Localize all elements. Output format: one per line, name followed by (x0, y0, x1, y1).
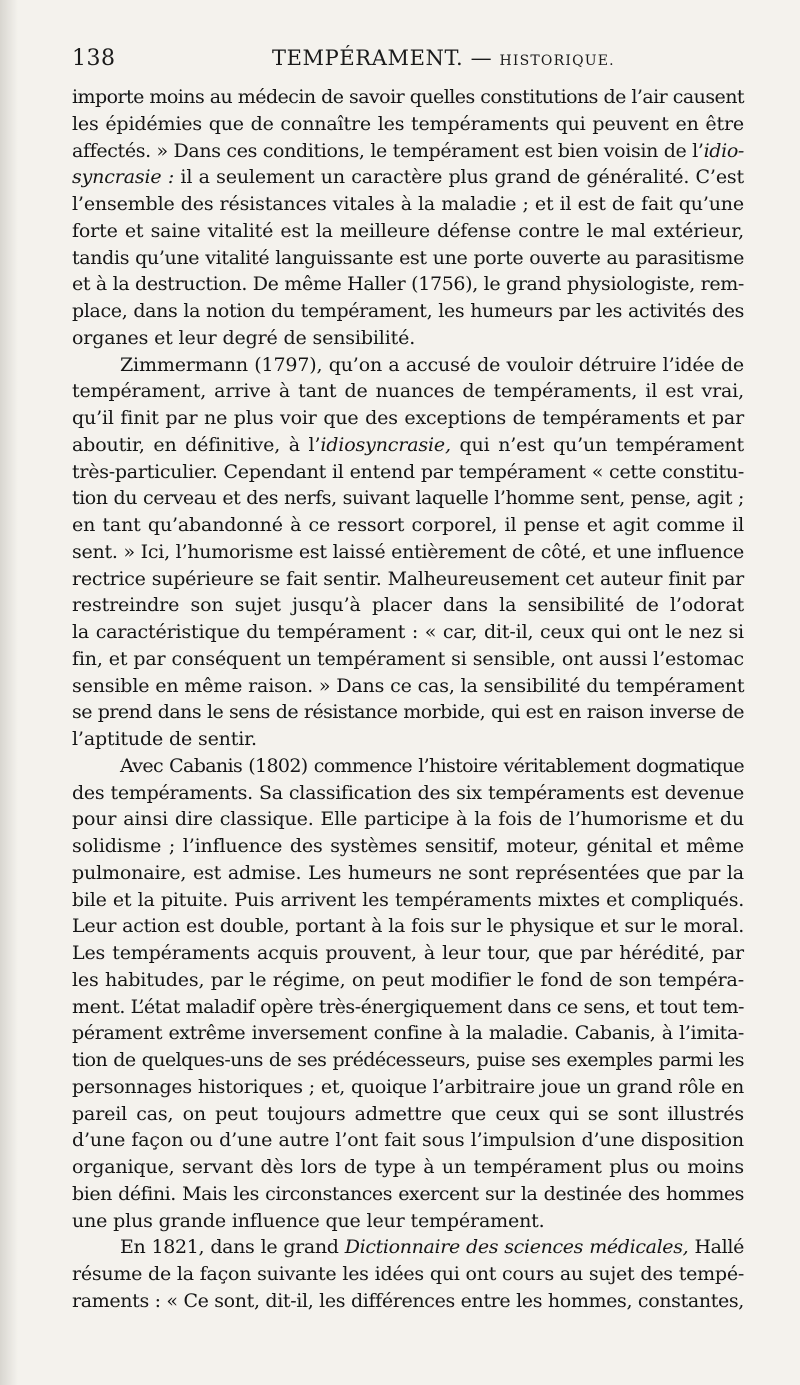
text-line: rectrice supérieure se fait sentir. Malheureusement cet auteur finit par (72, 567, 744, 590)
text-line: importe moins au médecin de savoir quelles constitutions de l’air causent (72, 86, 744, 108)
text-line: Zimmermann (1797), qu’on a accusé de vouloir détruire l’idée de (120, 353, 744, 376)
text-line: les habitudes, par le régime, on peut modifier le fond de son tempéra- (72, 968, 744, 991)
text-line: pour ainsi dire classique. Elle participe à la fois de l’humorisme et du (72, 808, 744, 831)
page-number: 138 (72, 46, 116, 71)
text-line: bile et la pituite. Puis arrivent les tempéraments mixtes et compliqués. (72, 888, 744, 911)
text-line: sensible en même raison. » Dans ce cas, la sensibilité du tempérament (72, 674, 745, 697)
text-line: En 1821, dans le grand Dictionnaire des sciences médicales, Hallé (120, 1236, 744, 1259)
page-gutter-shadow (0, 0, 18, 1385)
running-title-section: HISTORIQUE. (499, 53, 615, 69)
text-line: qu’il finit par ne plus voir que des exceptions de tempéraments et par (72, 407, 744, 429)
text-line: place, dans la notion du tempérament, les humeurs par les activités des (72, 300, 744, 322)
text-line: raments : « Ce sont, dit-il, les différences entre les hommes, constantes, (72, 1289, 744, 1312)
text-line: solidisme ; l’influence des systèmes sensitif, moteur, génital et même (72, 835, 744, 857)
text-line: l’aptitude de sentir. (72, 728, 257, 750)
text-line: aboutir, en définitive, à l’idiosyncrasie, qui n’est qu’un tempérament (72, 433, 744, 456)
running-title-main: TEMPÉRAMENT. (272, 46, 464, 70)
text-line: Les tempéraments acquis prouvent, à leur tour, que par hérédité, par (72, 942, 744, 964)
text-line: d’une façon ou d’une autre l’ont fait sous l’impulsion d’une disposition (72, 1129, 744, 1152)
text-line: organes et leur degré de sensibilité. (72, 326, 416, 349)
text-line: des tempéraments. Sa classification des six tempéraments est devenue (72, 781, 744, 804)
text-line: forte et saine vitalité est la meilleure défense contre le mal extérieur, (72, 219, 744, 242)
text-line: en tant qu’abandonné à ce ressort corporel, il pense et agit comme il (72, 514, 744, 536)
text-line: organique, servant dès lors de type à un tempérament plus ou moins (72, 1156, 744, 1178)
text-line: affectés. » Dans ces conditions, le tempérament est bien voisin de l’idio- (72, 139, 744, 162)
text-line: bien défini. Mais les circonstances exercent sur la destinée des hommes (72, 1182, 744, 1205)
text-line: et à la destruction. De même Haller (1756), le grand physiologiste, rem- (72, 273, 744, 296)
text-line: l’ensemble des résistances vitales à la maladie ; et il est de fait qu’une (72, 193, 744, 215)
body-text (72, 84, 744, 1315)
running-head (72, 46, 744, 78)
text-line: les épidémies que de connaître les tempéraments qui peuvent en être (72, 112, 744, 135)
running-title-dash: — (470, 46, 493, 70)
text-line: syncrasie : il a seulement un caractère plus grand de généralité. C’est (72, 166, 744, 189)
text-line: résume de la façon suivante les idées qui ont cours au sujet des tempé- (72, 1263, 744, 1285)
text-line: ment. L’état maladif opère très-énergiquement dans ce sens, et tout tem- (72, 995, 744, 1018)
running-title (272, 46, 615, 70)
text-line: Avec Cabanis (1802) commence l’histoire véritablement dogmatique (120, 754, 744, 777)
text-line: restreindre son sujet jusqu’à placer dans la sensibilité de l’odorat (72, 594, 744, 617)
text-line: pulmonaire, est admise. Les humeurs ne sont représentées que par la (72, 861, 744, 884)
text-line: tempérament, arrive à tant de nuances de tempéraments, il est vrai, (72, 380, 744, 403)
text-line: sent. » Ici, l’humorisme est laissé entièrement de côté, et une influence (72, 540, 744, 563)
text-line: tandis qu’une vitalité languissante est une porte ouverte au parasitisme (72, 246, 744, 269)
text-line: se prend dans le sens de résistance morbide, qui est en raison inverse de (72, 701, 744, 724)
text-line: Leur action est double, portant à la fois sur le physique et sur le moral. (72, 915, 744, 938)
text-line: pareil cas, on peut toujours admettre que ceux qui se sont illustrés (72, 1102, 744, 1125)
text-line: très-particulier. Cependant il entend par tempérament « cette constitu- (72, 460, 744, 483)
text-line: tion de quelques-uns de ses prédécesseurs, puise ses exemples parmi les (72, 1049, 744, 1071)
text-line: pérament extrême inversement confine à la maladie. Cabanis, à l’imita- (72, 1022, 744, 1045)
text-line: fin, et par conséquent un tempérament si sensible, ont aussi l’estomac (72, 647, 744, 670)
text-line: la caractéristique du tempérament : « car, dit-il, ceux qui ont le nez si (72, 621, 744, 643)
text-line: une plus grande influence que leur tempérament. (72, 1209, 545, 1232)
text-line: personnages historiques ; et, quoique l’arbitraire joue un grand rôle en (72, 1075, 744, 1098)
text-line: tion du cerveau et des nerfs, suivant laquelle l’homme sent, pense, agit ; (72, 487, 744, 510)
